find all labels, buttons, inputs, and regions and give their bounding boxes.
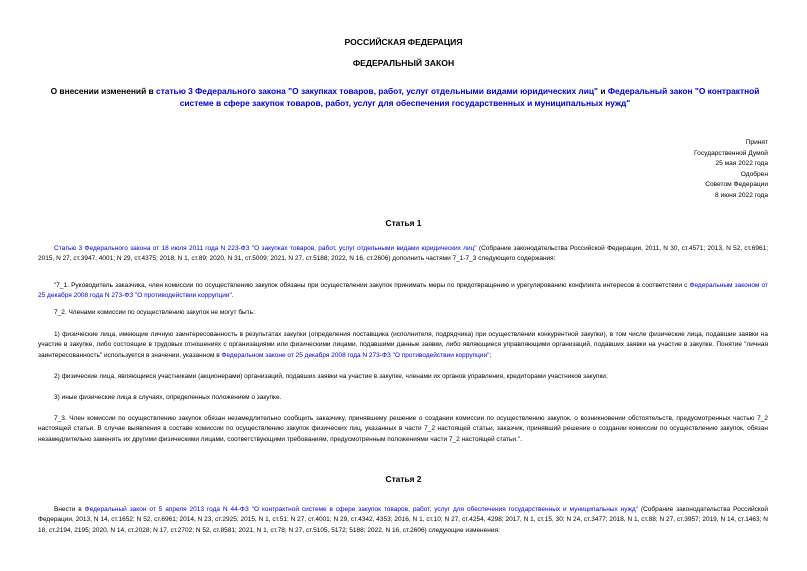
country-heading: РОССИЙСКАЯ ФЕДЕРАЦИЯ xyxy=(344,37,463,47)
adoption-line: Одобрен xyxy=(740,170,768,178)
article-1-paragraph-7-2: 7_2. Членами комиссии по осуществлению закупок не могут быть: xyxy=(54,309,255,316)
law-type-heading: ФЕДЕРАЛЬНЫЙ ЗАКОН xyxy=(352,58,455,68)
link-44fz[interactable]: Федеральный закон от 5 апреля 2013 года N 44-ФЗ "О контрактной системе в сфере закупок товаров, работ, услуг для обеспечения государственных и муниципальных нужд" xyxy=(84,506,639,513)
adoption-line: Государственной Думой xyxy=(694,149,768,157)
adoption-date: 8 июня 2022 года xyxy=(715,191,768,199)
adoption-line: Советом Федерации xyxy=(705,181,768,189)
article-1-paragraph-intro: Статью 3 Федерального закона от 18 июля 2011 года N 223-ФЗ "О закупках товаров, работ, услуг отдельными видами юридических лиц" (Собрание законодательства Российской Федерации, 2011, N 30, ст.4571; 2013, N 52, ст.6961; 2015, N 27, ст.3947, 4001; N 29, ст.4375; 2018, N 1, ст.89; 2020, N 31, ст.5009; 2021, N 27, ст.5188; 2022, N 16, ст.2606) дополнить частями 7_1-7_3 следующего содержания: xyxy=(38,245,768,263)
article-1-heading: Статья 1 xyxy=(385,218,422,228)
link-273fz-item1[interactable]: Федеральном законе от 25 декабря 2008 года N 273-ФЗ "О противодействии коррупции" xyxy=(221,351,490,359)
article-1-item-3: 3) иные физические лица в случаях, определенных положением о закупке. xyxy=(54,394,282,401)
article-2-paragraph-intro: Внести в Федеральный закон от 5 апреля 2013 года N 44-ФЗ "О контрактной системе в сфере закупок товаров, работ, услуг для обеспечения государственных и муниципальных нужд" (Собрание законодательства Российской Федерации, 2013, N 14, ст.1652; N 52, ст.6961; 2014, N 23, ст.2925; 2015, N 1, ст.51; N 27, ст.4001; N 29, ст.4342, 4353; 2016, N 1, ст.10; N 27, ст.4254, 4298; 2017, N 1, ст.15, 30; N 24, ст.3477; 2018, N 1, ст.88; N 27, ст.3957; 2019, N 14, ст.1463; N 18, ст.2194, 2195; 2020, N 14, ст.2028; N 17, ст.2702; N 52, ст.8581; 2021, N 1, ст.78; N 27, ст.5105, 5172; 5188; 2022, N 16, ст.2606) следующие изменения: xyxy=(38,506,769,534)
article-2-heading: Статья 2 xyxy=(385,474,422,484)
title-link-44fz[interactable]: Федеральный закон "О контрактной системе в сфере закупок товаров, работ, услуг для обеспечения государственных и муниципальных нужд" xyxy=(179,86,760,108)
adoption-line: Принят xyxy=(745,139,768,146)
article-1-item-1: 1) физические лица, имеющие личную заинтересованность в результатах закупки (определения поставщика (исполнителя, подрядчика) при осуществлении конкурентной закупки), в том числе физические лица, подавшие заявки на участие в закупке, либо состоящие в трудовых отношениях с организациями или физическими лицами, подавшими данные заявки, либо являющиеся управляющими организаций, подавших заявки на участие в закупке. Понятие "личная заинтересованность" используется в значении, указанном в Федеральном законе от 25 декабря 2008 года N 273-ФЗ "О противодействии коррупции"; xyxy=(38,331,768,359)
adoption-block xyxy=(568,138,768,202)
article-1-item-2: 2) физические лица, являющиеся участниками (акционерами) организаций, подавших заявки на участие в закупке, членами их органов управления, кредиторами участников закупки; xyxy=(54,373,608,380)
title-prefix: О внесении изменений в xyxy=(50,86,157,96)
adoption-date: 25 мая 2022 года xyxy=(715,160,768,168)
article-1-paragraph-7-3: 7_3. Член комиссии по осуществлению закупок обязан незамедлительно сообщить заказчику, принявшему решение о создании комиссии по осуществлению закупок, о возникновении обстоятельств, предусмотренных частью 7_2 настоящей статьи. В случае выявления в составе комиссии по осуществлению закупок физических лиц, указанных в части 7_2 настоящей статьи, заказчик, принявший решение о создании комиссии по осуществлению закупок, обязан незамедлительно заменить их другими физическими лицами, соответствующими требованиям, предусмотренным положениями части 7_2 настоящей статьи.". xyxy=(38,415,768,443)
title-middle: и xyxy=(598,86,608,96)
title-link-article3[interactable]: статью 3 Федерального закона "О закупках товаров, работ, услуг отдельными видами юридических лиц" xyxy=(156,86,599,96)
law-title xyxy=(40,85,770,109)
link-273fz[interactable]: Федеральным законом от 25 декабря 2008 года N 273-ФЗ "О противодействии коррупции" xyxy=(38,282,768,300)
article-1-paragraph-7-1: "7_1. Руководитель заказчика, член комиссии по осуществлению закупок обязаны при осуществлении закупок принимать меры по предотвращению и урегулированию конфликта интересов в соответствии с Федеральным законом от 25 декабря 2008 года N 273-ФЗ "О противодействии коррупции". xyxy=(38,282,768,300)
link-223fz-article3[interactable]: Статью 3 Федерального закона от 18 июля 2011 года N 223-ФЗ "О закупках товаров, работ, услуг отдельными видами юридических лиц" xyxy=(54,245,477,252)
